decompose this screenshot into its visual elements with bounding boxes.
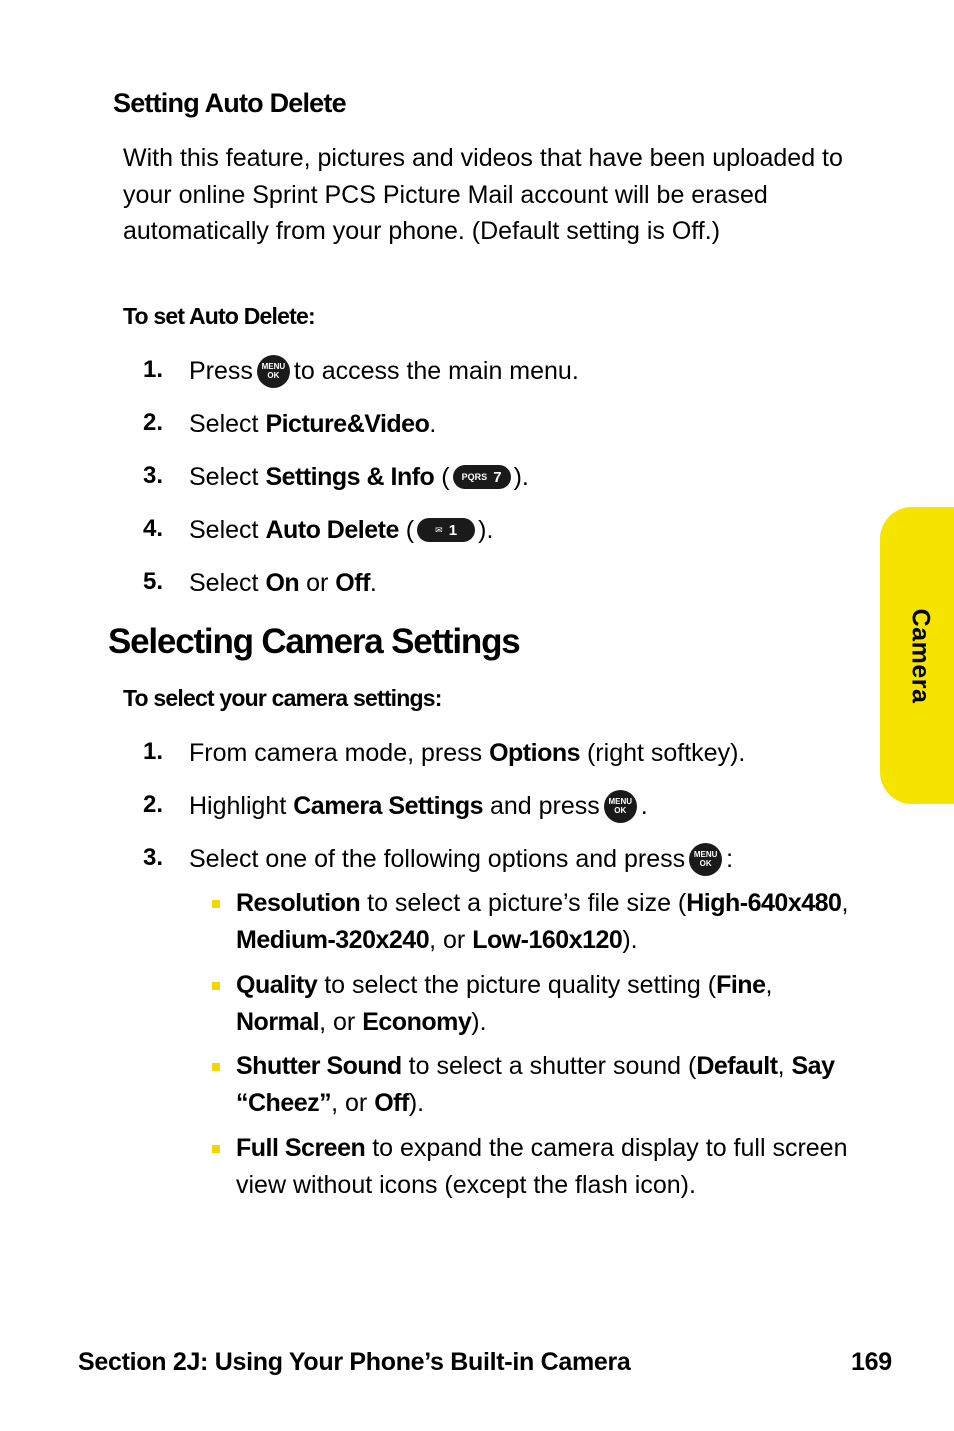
step-text: Select one of the following options and press bbox=[189, 844, 686, 873]
bullet-icon bbox=[212, 900, 220, 908]
key-7-icon: PQRS 7 bbox=[453, 465, 511, 489]
step-number: 2. bbox=[142, 791, 163, 818]
list-item: Quality to select the picture quality setting (Fine, Normal, or Economy). bbox=[236, 971, 773, 1036]
step-number: 3. bbox=[142, 462, 163, 489]
step-item bbox=[189, 405, 436, 443]
step-text: (right softkey). bbox=[586, 738, 746, 767]
menu-option: Options bbox=[489, 738, 581, 767]
menu-option: Settings & Info bbox=[265, 462, 435, 491]
step-text: Highlight bbox=[189, 791, 287, 820]
step-text: Select bbox=[189, 462, 259, 491]
section-heading: Setting Auto Delete bbox=[113, 88, 346, 118]
menu-ok-key-icon: MENU OK bbox=[257, 355, 290, 388]
menu-option: Auto Delete bbox=[265, 515, 399, 544]
step-text: to access the main menu. bbox=[293, 356, 579, 385]
step-number: 1. bbox=[142, 356, 163, 383]
step-item: Select one of the following options and press MENU OK : bbox=[189, 840, 733, 878]
section-tab bbox=[880, 507, 954, 804]
step-text: Select bbox=[189, 568, 259, 597]
section-tab-label: Camera bbox=[906, 608, 935, 703]
menu-option: Off bbox=[335, 568, 370, 597]
step-text: Select bbox=[189, 409, 259, 438]
step-item: Highlight Camera Settings and press MENU OK . bbox=[189, 787, 648, 825]
menu-ok-key-icon: MENU OK bbox=[604, 790, 637, 823]
step-number: 1. bbox=[142, 738, 163, 765]
page-number: 169 bbox=[851, 1348, 892, 1376]
step-number: 3. bbox=[142, 844, 163, 871]
step-item: Select Settings & Info ( PQRS 7 ). bbox=[189, 462, 529, 491]
footer-section-title: Section 2J: Using Your Phone’s Built-in Camera bbox=[78, 1348, 631, 1376]
bullet-icon bbox=[212, 982, 220, 990]
step-text: Press bbox=[189, 356, 253, 385]
step-text: and press bbox=[489, 791, 600, 820]
step-number: 5. bbox=[142, 568, 163, 595]
auto-delete-description: With this feature, pictures and videos that have been uploaded to your online Sprint PCS Picture Mail account will be erased automatically from your phone. (Default setting is Off.) bbox=[123, 144, 843, 245]
menu-option: Camera Settings bbox=[293, 791, 484, 820]
step-number: 4. bbox=[142, 515, 163, 542]
bullet-icon bbox=[212, 1063, 220, 1071]
camera-settings-lead: To select your camera settings: bbox=[123, 685, 442, 711]
list-item: Resolution to select a picture’s file size (High-640x480, Medium-320x240, or Low-160x120). bbox=[236, 889, 849, 954]
step-item: Select Auto Delete ( ✉ 1 ). bbox=[189, 515, 494, 544]
menu-option: On bbox=[265, 568, 300, 597]
list-item: Shutter Sound to select a shutter sound (Default, Say “Cheez”, or Off). bbox=[236, 1052, 835, 1117]
page-title: Selecting Camera Settings bbox=[108, 622, 520, 661]
step-text: . bbox=[429, 409, 437, 438]
bullet-icon bbox=[212, 1145, 220, 1153]
menu-ok-key-icon: MENU OK bbox=[689, 843, 722, 876]
step-item: Select On or Off . bbox=[189, 568, 377, 597]
list-item: Full Screen to expand the camera display to full screen view without icons (except the flash icon). bbox=[236, 1134, 848, 1199]
step-text: Select bbox=[189, 515, 259, 544]
step-number: 2. bbox=[142, 409, 163, 436]
step-item bbox=[189, 734, 745, 772]
step-item bbox=[189, 352, 579, 390]
auto-delete-lead: To set Auto Delete: bbox=[123, 303, 315, 329]
step-text: From camera mode, press bbox=[189, 738, 483, 767]
key-1-icon: ✉ 1 bbox=[417, 518, 475, 542]
menu-option: Picture&Video bbox=[265, 409, 430, 438]
